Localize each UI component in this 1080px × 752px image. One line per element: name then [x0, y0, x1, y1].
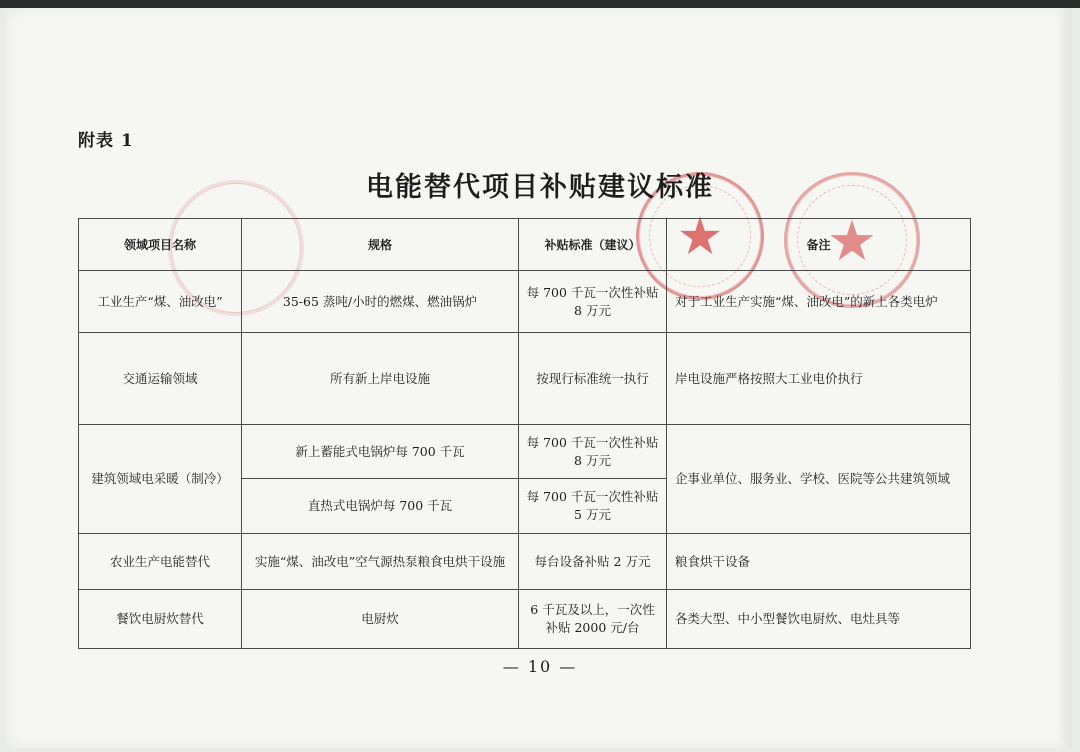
cell-field: 工业生产“煤、油改电” — [79, 271, 242, 333]
cell-field: 交通运输领域 — [79, 333, 242, 425]
cell-spec: 直热式电锅炉每 700 千瓦 — [242, 479, 519, 534]
cell-note: 粮食烘干设备 — [667, 534, 971, 590]
page-edge-shadow — [1058, 8, 1072, 748]
cell-spec: 35-65 蒸吨/小时的燃煤、燃油锅炉 — [242, 271, 519, 333]
cell-spec: 所有新上岸电设施 — [242, 333, 519, 425]
header-field: 领域项目名称 — [79, 219, 242, 271]
cell-note: 对于工业生产实施“煤、油改电”的新上各类电炉 — [667, 271, 971, 333]
cell-field: 农业生产电能替代 — [79, 534, 242, 590]
annex-label: 附表 1 — [78, 131, 134, 151]
cell-spec: 电厨炊 — [242, 590, 519, 649]
page-number: — 10 — — [502, 657, 578, 676]
cell-field: 建筑领域电采暖（制冷） — [79, 425, 242, 534]
subsidy-standard-table — [78, 218, 971, 649]
document-title: 电能替代项目补贴建议标准 — [366, 172, 714, 203]
table-row — [79, 425, 971, 479]
table-row — [79, 590, 971, 649]
table-header-row — [79, 219, 971, 271]
cell-subsidy: 按现行标准统一执行 — [519, 333, 667, 425]
scan-top-edge — [0, 0, 1080, 8]
table-row — [79, 534, 971, 590]
header-note: 备注 — [667, 219, 971, 271]
cell-spec: 实施“煤、油改电”空气源热泵粮食电烘干设施 — [242, 534, 519, 590]
cell-subsidy: 每 700 千瓦一次性补贴 8 万元 — [519, 271, 667, 333]
cell-subsidy: 每 700 千瓦一次性补贴 5 万元 — [519, 479, 667, 534]
star-icon: ★ — [676, 207, 724, 267]
cell-spec: 新上蓄能式电锅炉每 700 千瓦 — [242, 425, 519, 479]
header-subsidy: 补贴标准（建议） — [519, 219, 667, 271]
cell-subsidy: 6 千瓦及以上，一次性补贴 2000 元/台 — [519, 590, 667, 649]
cell-field: 餐饮电厨炊替代 — [79, 590, 242, 649]
star-icon: ★ — [826, 209, 878, 274]
cell-note: 企事业单位、服务业、学校、医院等公共建筑领域 — [667, 425, 971, 534]
cell-subsidy: 每 700 千瓦一次性补贴 8 万元 — [519, 425, 667, 479]
cell-note: 岸电设施严格按照大工业电价执行 — [667, 333, 971, 425]
header-spec: 规格 — [242, 219, 519, 271]
table-row — [79, 271, 971, 333]
cell-subsidy: 每台设备补贴 2 万元 — [519, 534, 667, 590]
table-row — [79, 333, 971, 425]
cell-note: 各类大型、中小型餐饮电厨炊、电灶具等 — [667, 590, 971, 649]
